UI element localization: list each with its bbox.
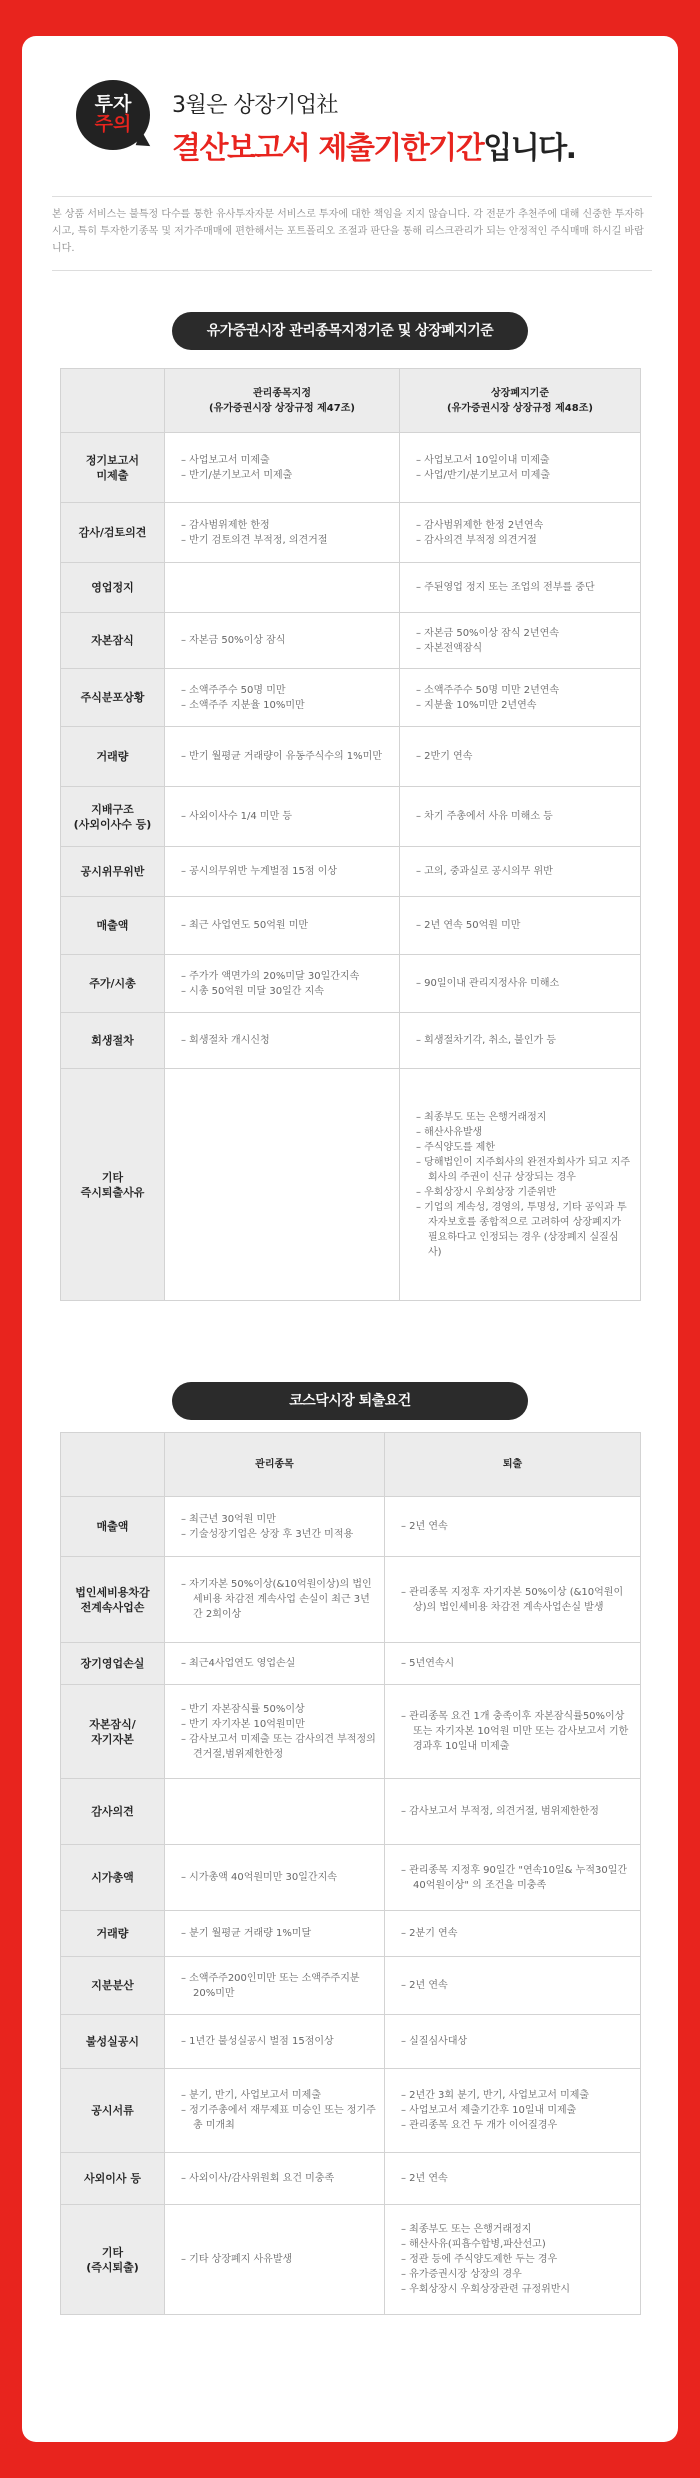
cell-line: – 반기 검토의견 부적정, 의견거절 — [181, 534, 328, 546]
cell-delisting — [400, 847, 641, 897]
table-corner — [61, 1433, 165, 1497]
row-category-line: 매출액 — [96, 919, 129, 932]
cell-line: – 공시의무위반 누계벌점 15점 이상 — [181, 866, 338, 877]
row-category — [61, 1013, 165, 1069]
cell-delisting — [385, 1845, 641, 1911]
cell-delisting — [400, 433, 641, 503]
cell-line: – 소액주주수 50명 미만 2년연속 — [416, 684, 560, 696]
table-row — [61, 955, 641, 1013]
cell-line: – 2분기 연속 — [401, 1928, 458, 1939]
table-row — [61, 2205, 641, 2315]
cell-line: – 고의, 중과실로 공시의무 위반 — [416, 866, 553, 877]
cell-criteria — [165, 613, 400, 669]
cell-line: – 자기자본 50%이상(&10억원이상)의 법인세비용 차감전 계속사업 손실이 최근 3년간 2회이상 — [181, 1579, 372, 1620]
cell-delisting — [400, 897, 641, 955]
row-category-line: 자기자본 — [91, 1732, 134, 1746]
table-row — [61, 1845, 641, 1911]
table-row — [61, 727, 641, 787]
cell-criteria — [165, 669, 400, 727]
cell-delisting — [385, 2015, 641, 2069]
cell-line: – 정기주총에서 재무제표 미승인 또는 정기주총 미개최 — [181, 2105, 376, 2131]
cell-criteria — [165, 503, 400, 563]
badge-line-2: 주의 — [94, 113, 132, 135]
cell-criteria — [165, 1643, 385, 1685]
table-row — [61, 1557, 641, 1643]
cell-line: – 최종부도 또는 은행거래정지 — [401, 2224, 532, 2235]
cell-line: – 자본전액잠식 — [416, 642, 483, 654]
section2-table — [60, 1432, 641, 2315]
cell-line: – 소액주주 지분율 10%미만 — [181, 699, 305, 711]
row-category-line: 거래량 — [96, 1927, 129, 1940]
cell-criteria — [165, 1911, 385, 1957]
cell-delisting — [385, 2069, 641, 2153]
divider — [52, 196, 652, 197]
row-category-line: 법인세비용차감 — [75, 1585, 150, 1599]
cell-criteria — [165, 1845, 385, 1911]
page-title — [172, 123, 576, 167]
cell-line: – 2년 연속 — [401, 2173, 448, 2184]
row-category — [61, 1911, 165, 1957]
row-category-line: 영업정지 — [91, 581, 134, 594]
cell-delisting — [400, 563, 641, 613]
row-category — [61, 787, 165, 847]
cell-delisting — [400, 613, 641, 669]
row-category — [61, 727, 165, 787]
table-row — [61, 1911, 641, 1957]
row-category-line: 감사의견 — [91, 1805, 134, 1818]
cell-line: – 5년연속시 — [401, 1658, 455, 1669]
cell-criteria — [165, 1957, 385, 2015]
row-category-line: 즉시퇴출사유 — [80, 1185, 145, 1199]
cell-line: – 주가가 액면가의 20%미달 30일간지속 — [181, 970, 360, 982]
table-row — [61, 563, 641, 613]
cell-line: – 2년 연속 — [401, 1521, 448, 1532]
cell-line: – 반기 월평균 거래량이 유동주식수의 1%미만 — [181, 751, 382, 762]
cell-delisting — [385, 1685, 641, 1779]
row-category-line: 매출액 — [96, 1520, 129, 1533]
cell-line: – 우회상장시 우회상장 기준위반 — [416, 1186, 557, 1198]
cell-line: – 감사보고서 미제출 또는 감사의견 부적정의견거절,범위제한한정 — [181, 1733, 376, 1760]
cell-delisting — [400, 503, 641, 563]
cell-line: – 관리종목 지정후 자기자본 50%이상 (&10억원이상)의 법인세비용 차감전 계속사업손실 발생 — [401, 1586, 624, 1613]
cell-line: – 사업보고서 제출기간후 10일내 미제출 — [401, 2105, 577, 2116]
table-header-row — [61, 1433, 641, 1497]
cell-line: – 자본금 50%이상 잠식 2년연속 — [416, 627, 559, 639]
cell-line: – 우회상장시 우회상장관련 규정위반시 — [401, 2284, 571, 2295]
cell-line: – 최근 사업연도 50억원 미만 — [181, 920, 309, 931]
table-row — [61, 669, 641, 727]
table-row — [61, 1069, 641, 1301]
cell-line: – 1년간 불성실공시 벌점 15점이상 — [181, 2036, 334, 2047]
column-header: 관리종목 — [165, 1433, 385, 1497]
cell-line: – 반기/분기보고서 미제출 — [181, 469, 293, 481]
cell-criteria — [165, 1069, 400, 1301]
column-header-line: 상장폐지기준 — [491, 387, 549, 399]
cell-delisting — [385, 1779, 641, 1845]
cell-line: – 분기 월평균 거래량 1%미달 — [181, 1928, 312, 1939]
row-category — [61, 2205, 165, 2315]
row-category-line: 자본잠식/ — [89, 1717, 136, 1731]
row-category-line: 장기영업손실 — [80, 1657, 145, 1670]
table-row — [61, 2153, 641, 2205]
page-header — [22, 36, 678, 186]
cell-line: – 반기 자기자본 10억원미만 — [181, 1718, 305, 1730]
row-category — [61, 847, 165, 897]
cell-line: – 관리종목 요건 두 개가 이어질경우 — [401, 2120, 558, 2131]
row-category-line: 지배구조 — [91, 802, 134, 816]
row-category — [61, 503, 165, 563]
row-category — [61, 1497, 165, 1557]
table-row — [61, 2069, 641, 2153]
table-row — [61, 847, 641, 897]
row-category-line: 정기보고서 — [85, 453, 140, 467]
cell-line: – 자본금 50%이상 잠식 — [181, 635, 286, 646]
row-category-line: 주식분포상황 — [80, 691, 145, 704]
cell-line: – 소액주주수 50명 미만 — [181, 684, 286, 696]
cell-line: – 감사범위제한 한정 — [181, 519, 270, 531]
cell-line: – 주된영업 정지 또는 조업의 전부를 중단 — [416, 582, 595, 593]
cell-criteria — [165, 1779, 385, 1845]
cell-criteria — [165, 955, 400, 1013]
row-category — [61, 2015, 165, 2069]
table-row — [61, 2015, 641, 2069]
row-category — [61, 1643, 165, 1685]
table-corner — [61, 369, 165, 433]
row-category — [61, 613, 165, 669]
row-category-line: 기타 — [101, 2245, 124, 2259]
cell-line: – 감사보고서 부적정, 의견거절, 범위제한한정 — [401, 1806, 599, 1817]
cell-line: – 주식양도를 제한 — [416, 1141, 495, 1153]
cell-delisting — [400, 727, 641, 787]
cell-delisting — [385, 1557, 641, 1643]
cell-line: – 감사의견 부적정 의견거절 — [416, 534, 537, 546]
row-category-line: 시가총액 — [91, 1871, 134, 1884]
content-card — [22, 36, 678, 2442]
cell-line: – 정관 등에 주식양도제한 두는 경우 — [401, 2254, 558, 2265]
cell-criteria — [165, 433, 400, 503]
cell-criteria — [165, 897, 400, 955]
cell-line: – 관리종목 지정후 90일간 "연속10일& 누적30일간 40억원이상" 의 조건을 미충족 — [401, 1864, 628, 1891]
cell-criteria — [165, 787, 400, 847]
warning-badge-icon — [76, 80, 150, 150]
cell-delisting — [400, 669, 641, 727]
cell-line: – 분기, 반기, 사업보고서 미제출 — [181, 2090, 321, 2101]
cell-criteria — [165, 1013, 400, 1069]
row-category — [61, 669, 165, 727]
row-category-line: 회생절차 — [91, 1034, 134, 1047]
cell-line: – 당해법인이 지주회사의 완전자회사가 되고 지주회사의 주권이 신규 상장되는 경우 — [416, 1156, 631, 1183]
divider — [52, 270, 652, 271]
cell-line: – 최종부도 또는 은행거래정지 — [416, 1111, 547, 1123]
column-header: 퇴출 — [385, 1433, 641, 1497]
row-category — [61, 563, 165, 613]
row-category — [61, 1845, 165, 1911]
cell-line: – 90일이내 관리지정사유 미해소 — [416, 978, 560, 989]
header-subtitle: 3월은 상장기업社 — [172, 93, 339, 118]
cell-criteria — [165, 727, 400, 787]
cell-line: – 반기 자본잠식률 50%이상 — [181, 1703, 305, 1715]
badge-line-1: 투자 — [94, 93, 132, 115]
cell-delisting — [385, 1497, 641, 1557]
row-category-line: 공시위무위반 — [80, 865, 145, 878]
table-row — [61, 613, 641, 669]
column-header — [400, 369, 641, 433]
cell-delisting — [385, 1957, 641, 2015]
row-category — [61, 1069, 165, 1301]
row-category-line: 사외이사 등 — [84, 2172, 141, 2185]
intro-disclaimer: 본 상품 서비스는 불특정 다수를 통한 유사투자자문 서비스로 투자에 대한 책임을 지지 않습니다. 각 전문가 추천주에 대해 신중한 투자하시고, 특히 투자한기종목 및 저가주매매에 편한해서는 포트폴리오 조절과 판단을 통해 리스크관리가 되는 안정적인 주식매매 하시길 바랍니다. — [52, 209, 644, 254]
page-title-highlight: 결산보고서 제출기한기간 — [172, 131, 484, 166]
row-category-line: 지분분산 — [91, 1979, 134, 1992]
column-header-line: 관리종목지정 — [253, 387, 311, 399]
table-header-row — [61, 369, 641, 433]
cell-line: – 사업보고서 10일이내 미제출 — [416, 454, 550, 466]
cell-delisting — [400, 1013, 641, 1069]
table-row — [61, 433, 641, 503]
cell-line: – 유가증권시장 상장의 경우 — [401, 2269, 522, 2280]
cell-delisting — [385, 1911, 641, 1957]
cell-line: – 최근년 30억원 미만 — [181, 1513, 276, 1525]
cell-delisting — [385, 1643, 641, 1685]
table-row — [61, 787, 641, 847]
row-category — [61, 2069, 165, 2153]
row-category-line: (즉시퇴출) — [86, 2260, 139, 2274]
cell-line: – 감사범위제한 한정 2년연속 — [416, 519, 544, 531]
cell-criteria — [165, 2205, 385, 2315]
table-row — [61, 1497, 641, 1557]
row-category-line: 미제출 — [96, 468, 129, 482]
cell-line: – 2년 연속 — [401, 1980, 448, 1991]
cell-line: – 회생절차 개시신청 — [181, 1035, 270, 1046]
cell-criteria — [165, 563, 400, 613]
table-row — [61, 503, 641, 563]
cell-line: – 실질심사대상 — [401, 2036, 468, 2047]
cell-delisting — [400, 1069, 641, 1301]
row-category-line: 불성실공시 — [85, 2035, 140, 2048]
cell-line: – 2년 연속 50억원 미만 — [416, 920, 521, 931]
column-header — [165, 369, 400, 433]
row-category — [61, 1685, 165, 1779]
table-row — [61, 1779, 641, 1845]
cell-criteria — [165, 2015, 385, 2069]
cell-line: – 시가총액 40억원미만 30일간지속 — [181, 1872, 337, 1883]
row-category-line: 기타 — [101, 1170, 124, 1184]
cell-line: – 관리종목 요건 1개 충족이후 자본잠식률50%이상 또는 자기자본 10억원 미만 또는 감사보고서 기한 경과후 10일내 미제출 — [401, 1711, 629, 1752]
cell-delisting — [400, 787, 641, 847]
cell-delisting — [385, 2153, 641, 2205]
row-category-line: 공시서류 — [91, 2104, 134, 2117]
column-header-line: (유가증권시장 상장규정 제47조) — [209, 402, 355, 414]
cell-line: – 사업/반기/분기보고서 미제출 — [416, 469, 551, 481]
cell-criteria — [165, 1557, 385, 1643]
row-category-line: (사외이사수 등) — [73, 817, 152, 831]
table-row — [61, 897, 641, 955]
cell-line: – 기업의 계속성, 경영의, 투명성, 기타 공익과 투자자보호를 종합적으로 고려하여 상장폐지가 필요하다고 인정되는 경우 (상장폐지 실질심사) — [416, 1201, 627, 1258]
column-header-line: (유가증권시장 상장규정 제48조) — [447, 402, 593, 414]
cell-line: – 해산사유(피흡수합병,파산선고) — [401, 2239, 546, 2250]
cell-line: – 2년간 3회 분기, 반기, 사업보고서 미제출 — [401, 2090, 590, 2101]
cell-line: – 차기 주총에서 사유 미해소 등 — [416, 811, 553, 822]
cell-line: – 해산사유발생 — [416, 1126, 483, 1138]
table-row — [61, 1685, 641, 1779]
cell-delisting — [400, 955, 641, 1013]
row-category-line: 전계속사업손 — [80, 1600, 145, 1614]
row-category — [61, 2153, 165, 2205]
row-category — [61, 1957, 165, 2015]
row-category — [61, 433, 165, 503]
table-row — [61, 1643, 641, 1685]
row-category-line: 거래량 — [96, 750, 129, 763]
cell-criteria — [165, 847, 400, 897]
cell-line: – 최근4사업연도 영업손실 — [181, 1658, 296, 1669]
cell-line: – 사외이사수 1/4 미만 등 — [181, 811, 293, 822]
row-category — [61, 955, 165, 1013]
cell-line: – 지분율 10%미만 2년연속 — [416, 699, 537, 711]
row-category-line: 자본잠식 — [91, 634, 134, 647]
section1-title: 유가증권시장 관리종목지정기준 및 상장폐지기준 — [172, 312, 528, 350]
row-category — [61, 1779, 165, 1845]
cell-line: – 기술성장기업은 상장 후 3년간 미적용 — [181, 1528, 354, 1540]
row-category-line: 감사/검토의견 — [78, 526, 147, 539]
cell-line: – 시총 50억원 미달 30일간 지속 — [181, 985, 324, 997]
row-category-line: 주가/시총 — [89, 977, 136, 990]
cell-line: – 사외이사/감사위원회 요건 미충족 — [181, 2173, 335, 2184]
cell-criteria — [165, 1497, 385, 1557]
cell-line: – 2반기 연속 — [416, 751, 473, 762]
section2-title: 코스닥시장 퇴출요건 — [172, 1382, 528, 1420]
table-row — [61, 1013, 641, 1069]
cell-criteria — [165, 2069, 385, 2153]
section1-table — [60, 368, 641, 1301]
cell-line: – 기타 상장폐지 사유발생 — [181, 2254, 293, 2265]
row-category — [61, 1557, 165, 1643]
cell-delisting — [385, 2205, 641, 2315]
cell-line: – 회생절차기각, 취소, 불인가 등 — [416, 1035, 556, 1046]
cell-criteria — [165, 2153, 385, 2205]
page-title-suffix: 입니다. — [483, 131, 576, 166]
row-category — [61, 897, 165, 955]
cell-criteria — [165, 1685, 385, 1779]
cell-line: – 소액주주200인미만 또는 소액주주지분20%미만 — [181, 1972, 360, 1999]
cell-line: – 사업보고서 미제출 — [181, 454, 270, 466]
table-row — [61, 1957, 641, 2015]
